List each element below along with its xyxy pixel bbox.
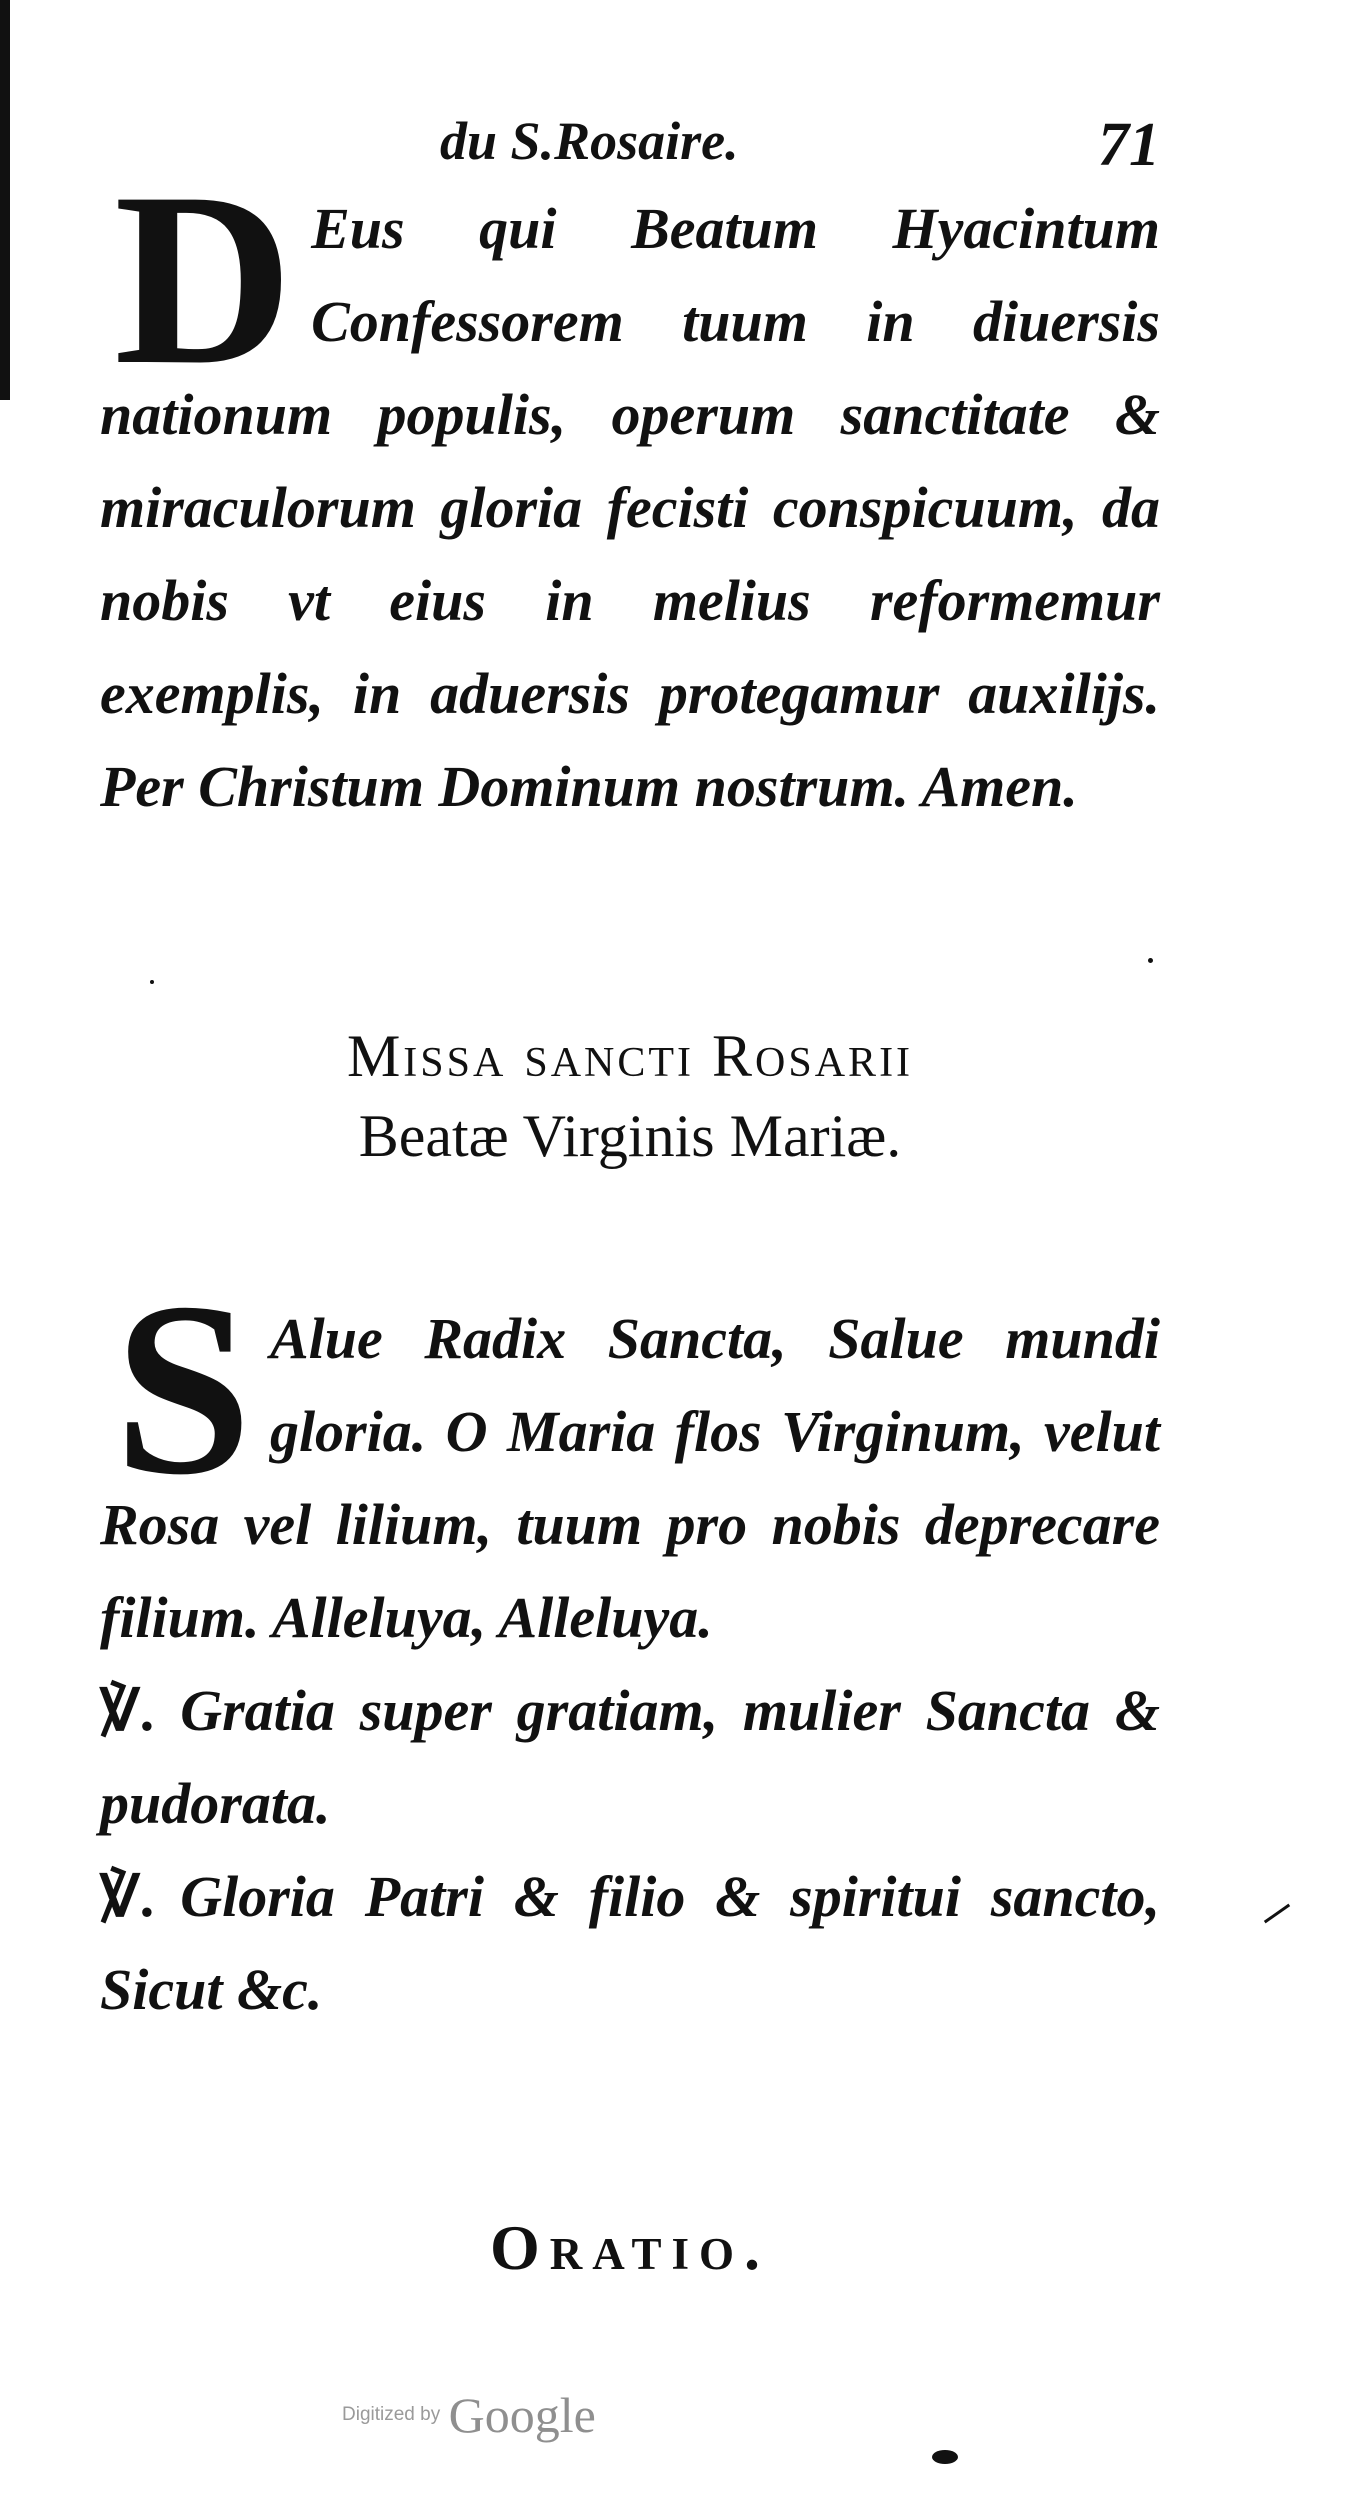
ink-speck [150, 980, 154, 984]
versicle-mark: ℣. [100, 1678, 155, 1743]
verse-line [100, 1664, 1160, 1850]
ink-mark [1264, 1904, 1290, 1924]
scan-edge-shadow [0, 0, 10, 400]
running-header [440, 110, 1160, 180]
google-logo: Google [448, 2387, 596, 2443]
ink-speck [1148, 958, 1153, 963]
introit-paragraph [100, 1251, 1160, 2036]
oratio-heading: Oratio. [490, 2212, 770, 2283]
prayer-text: Eus qui Beatum Hyacintum Confessorem tuum in diuersis nationum populis, operum sanctitate & miraculorum gloria fecisti conspicuum, da nobis vt eius in melius reformemur exemplis, in aduersis protegamur auxilijs. Per Christum Dominum nostrum. Amen. [100, 196, 1160, 819]
page-number: 71 [1098, 111, 1160, 179]
running-title: du S.Rosaire. [440, 111, 739, 171]
verse-line [100, 1850, 1160, 2036]
drop-cap-s: S [114, 1251, 252, 1526]
drop-cap-d: D [114, 141, 294, 416]
introit-text: Alue Radix Sancta, Salue mundi gloria. O Maria flos Virginum, velut Rosa vel lilium, tuum pro nobis deprecare filium. Alleluya, Alleluya. [100, 1306, 1160, 1650]
verse-text: Gratia super gratiam, mulier Sancta & pudorata. [100, 1678, 1160, 1836]
versicle-mark: ℣. [100, 1864, 155, 1929]
watermark-prefix: Digitized by [342, 2404, 441, 2425]
digitized-watermark [342, 2386, 596, 2456]
mass-title: Missa sancti Rosarii [346, 1023, 914, 1089]
mass-subtitle: Beatæ Virginis Mariæ. [358, 1103, 902, 1169]
ink-speck [932, 2450, 958, 2464]
verse-text: Gloria Patri & filio & spiritui sancto, Sicut &c. [100, 1864, 1160, 2022]
